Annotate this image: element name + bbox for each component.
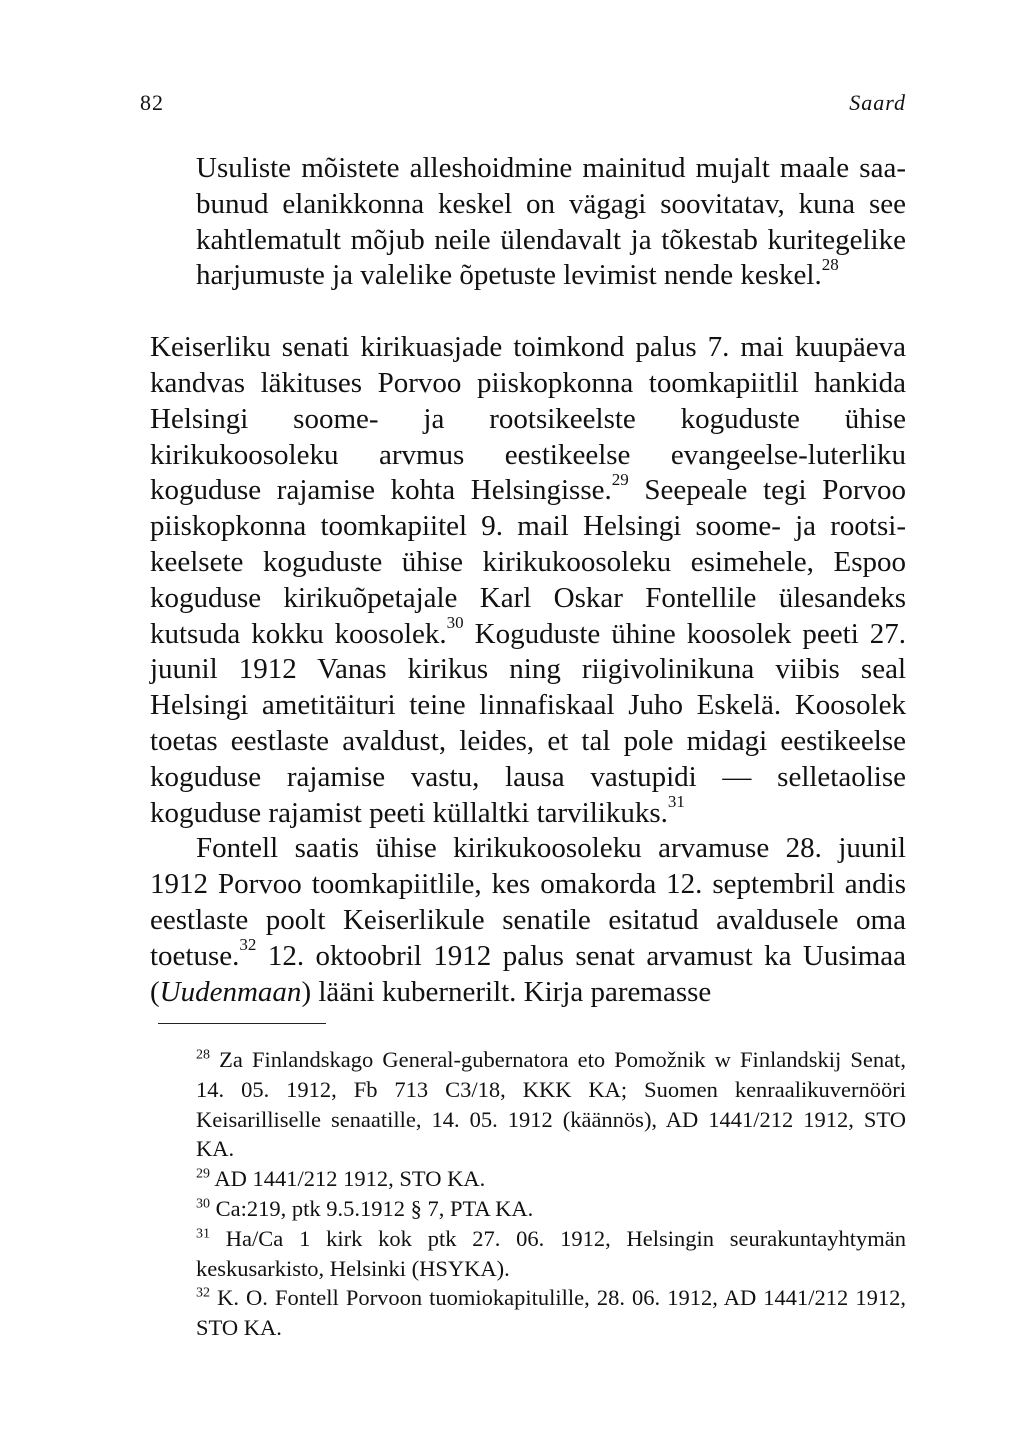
footnote-ref-29[interactable]: 29 <box>611 469 629 489</box>
footnote-item <box>196 1283 906 1343</box>
book-page <box>140 0 906 1451</box>
footnote-text: Ha/Ca 1 kirk kok ptk 27. 06. 1912, Helsingin seurakuntayhtymän keskusarkisto, Helsinki (HSYKA). <box>196 1225 906 1281</box>
footnote-text: Za Finlandskago General-gubernatora eto Pomožnik w Finlandskij Senat, 14. 05. 1912, Fb 713 C3/18, KKK KA; Suomen kenraalikuvernööri Keisarilliselle senaatille, 14. 05. 1912 (käännös), AD 1441/212 1912, STO KA. <box>196 1047 906 1162</box>
footnote-text: Ca:219, ptk 9.5.1912 § 7, PTA KA. <box>210 1195 534 1221</box>
footnote-text: K. O. Fontell Porvoon tuomiokapitulille, 28. 06. 1912, AD 1441/212 1912, STO KA. <box>196 1285 906 1341</box>
paragraph-1-part-c: Koguduste ühine koosolek peeti 27. juunil 1912 Vanas kirikus ning riigivolinikuna viibis seal Helsingi ametitäituri teine linnafiskaal Juho Eskelä. Koosolek toetas eestlaste avaldust, leides, et tal pole midagi eestikeelse koguduse rajamise vastu, lausa vastupidi — selletaolise koguduse rajamist peeti küllaltki tarvilikuks. <box>150 617 906 829</box>
paragraph-1-part-b: Seepeale tegi Porvoo piiskopkonna toomkapiitel 9. mail Helsingi soome- ja rootsikeelsete koguduste ühise kirikukoosoleku esimehele, Espoo koguduse kirikuõpetajale Karl Oskar Fontellile ülesandeks kutsuda kokku koosolek. <box>150 474 906 650</box>
paragraph-2 <box>150 831 906 1010</box>
footnote-item <box>196 1045 906 1164</box>
footnotes <box>196 1045 906 1343</box>
block-quote <box>150 151 906 294</box>
main-text <box>150 151 906 1010</box>
running-header <box>140 90 906 120</box>
page-number: 82 <box>140 90 164 115</box>
footnote-divider <box>158 1023 326 1024</box>
footnote-ref-32[interactable]: 32 <box>239 935 257 955</box>
paragraph-1-part-a: Keiserliku senati kirikuasjade toimkond palus 7. mai kuupäeva kandvas läkituses Porvoo piiskopkonna toomkapiitlil hankida Helsingi soome- ja rootsikeelste koguduste ühise kirikukoosoleku arvmus eestikeelse evangeelse-luterliku koguduse rajamise kohta Helsingisse. <box>150 331 906 507</box>
italic-place-name: Uudenmaan <box>159 975 302 1008</box>
footnote-number: 32 <box>196 1285 210 1301</box>
footnote-number: 30 <box>196 1196 210 1212</box>
footnote-number: 29 <box>196 1166 210 1182</box>
paragraph-2-part-b: 12. oktoobril 1912 palus senat arvamust ka Uusimaa ( <box>150 939 906 1008</box>
running-title: Saard <box>849 90 906 115</box>
footnote-number: 31 <box>196 1226 210 1242</box>
paragraph-2-part-a: Fontell saatis ühise kirikukoosoleku arvamuse 28. juunil 1912 Porvoo toomkapiitlile, kes omakorda 12. septembril andis eestlaste poolt Keiserlikule senatile esitatud avaldusele oma toetuse. <box>150 832 906 972</box>
footnote-ref-30[interactable]: 30 <box>446 612 464 632</box>
footnote-item <box>196 1224 906 1284</box>
footnote-item <box>196 1164 906 1194</box>
paragraph-2-part-c: ) lääni kubernerilt. Kirja paremasse <box>301 975 712 1008</box>
footnote-ref-31[interactable]: 31 <box>667 791 685 811</box>
footnote-ref-28[interactable]: 28 <box>821 254 839 274</box>
quote-text: Usuliste mõistete alleshoidmine mainitud mujalt maale saabunud elanikkonna keskel on vägagi soovitatav, kuna see kahtlematult mõjub neile ülendavalt ja tõkestab kuritegelike harjumuste ja valelike õpetuste levimist nende keskel. <box>196 152 906 292</box>
footnote-number: 28 <box>196 1047 210 1063</box>
footnote-text: AD 1441/212 1912, STO KA. <box>210 1166 486 1192</box>
paragraph-1 <box>150 330 906 831</box>
footnote-item <box>196 1194 906 1224</box>
